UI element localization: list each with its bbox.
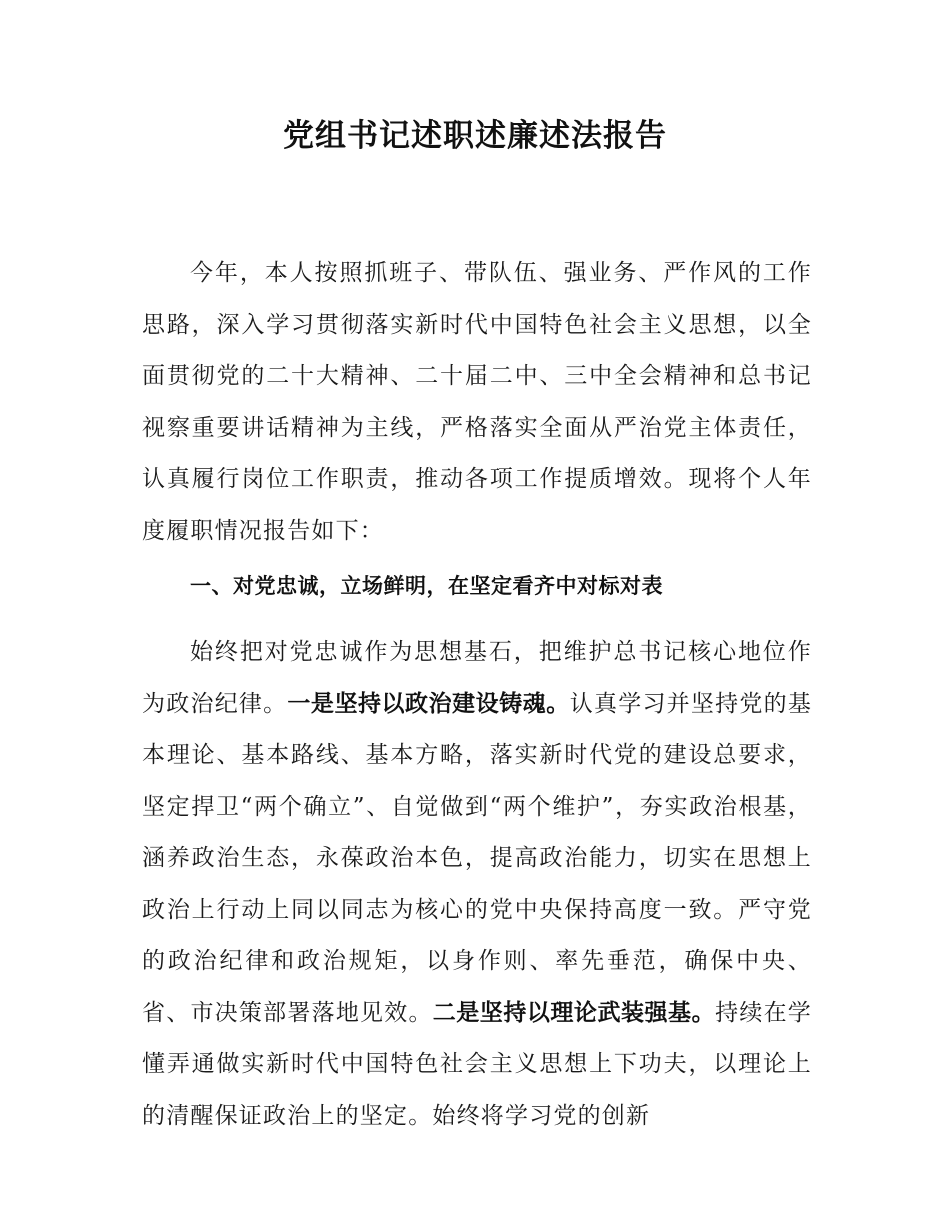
document-title: 党组书记述职述廉述法报告: [283, 118, 667, 154]
intro-paragraph: 今年，本人按照抓班子、带队伍、强业务、严作风的工作思路，深入学习贯彻落实新时代中国特色社会主义思想，以全面贯彻党的二十大精神、二十届二中、三中全会精神和总书记视察重要讲话精神为主线，严格落实全面从严治党主体责任，认真履行岗位工作职责，推动各项工作提质增效。现将个人年度履职情况报告如下：: [142, 260, 812, 544]
section-1-text-part2: 认真学习并坚持党的基本理论、基本路线、基本方略，落实新时代党的建设总要求，坚定捍卫“两个确立”、自觉做到“两个维护”，夯实政治根基，涵养政治生态，永葆政治本色，提高政治能力，切实在思想上政治上行动上同以同志为核心的党中央保持高度一致。严守党的政治纪律和政治规矩，以身作则、率先垂范，确保中央、省、市决策部署落地见效。: [142, 690, 813, 1026]
section-1-bold-point1: 一是坚持以政治建设铸魂。: [287, 690, 570, 717]
section-1-paragraph: [142, 627, 812, 1142]
section-1-text-part3: 持续在学懂弄通做实新时代中国特色社会主义思想上下功夫，以理论上的清醒保证政治上的坚定。始终将学习党的创新: [142, 999, 812, 1129]
section-1-bold-point2: 二是坚持以理论武装强基。: [432, 999, 716, 1026]
section-1-heading: 一、对党忠诚，立场鲜明，在坚定看齐中对标对表: [190, 574, 663, 598]
section-1-text-part1: 始终把对党忠诚作为思想基石，把维护总书记核心地位作为政治纪律。: [142, 639, 812, 717]
